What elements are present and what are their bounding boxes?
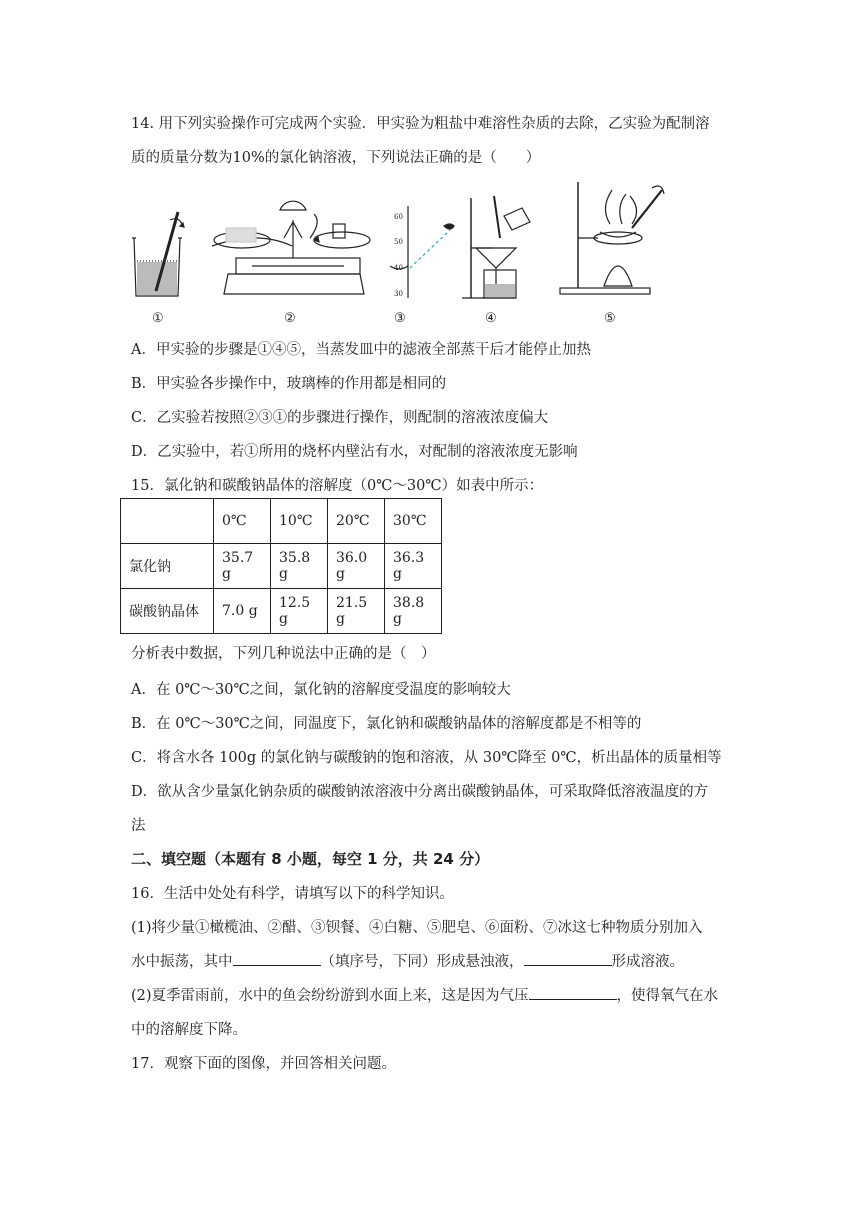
tick-40: 40 [394, 264, 403, 272]
answer-blank-1[interactable] [233, 951, 321, 966]
tick-30: 30 [394, 290, 403, 298]
q16-stem: 16．生活中处处有科学，请填写以下的科学知识。 [131, 886, 454, 902]
table-header-cell [121, 499, 214, 544]
q17-stem: 17．观察下面的图像，并回答相关问题。 [131, 1056, 396, 1072]
q15-option-c: C．将含水各 100g 的氯化钠与碳酸钠的饱和溶液，从 30℃降至 0℃，析出晶体的质量相等 [131, 750, 722, 766]
figure-label-3: ③ [394, 311, 406, 326]
tick-60: 60 [394, 213, 403, 221]
table-header-cell: 20℃ [328, 499, 385, 544]
figure-label-5: ⑤ [604, 311, 616, 326]
table-cell: 碳酸钠晶体 [121, 589, 214, 634]
table-cell: 38.8 g [385, 589, 442, 634]
evaporation-figure [560, 182, 664, 294]
table-cell: 21.5 g [328, 589, 385, 634]
table-cell: 35.8 g [271, 544, 328, 589]
table-row [121, 589, 442, 634]
figure-label-4: ④ [485, 311, 497, 326]
table-header-cell: 30℃ [385, 499, 442, 544]
table-header-cell: 10℃ [271, 499, 328, 544]
figure-label-1: ① [152, 311, 164, 326]
table-header-row [121, 499, 442, 544]
table-cell: 12.5 g [271, 589, 328, 634]
q15-option-d-cont: 法 [131, 818, 146, 834]
q15-option-a: A．在 0℃～30℃之间，氯化钠的溶解度受温度的影响较大 [131, 682, 511, 698]
q15-option-d: D．欲从含少量氯化钠杂质的碳酸钠浓溶液中分离出碳酸钠晶体，可采取降低溶液温度的方 [131, 784, 709, 800]
figure-label-2: ② [284, 311, 296, 326]
q14-option-d: D．乙实验中，若①所用的烧杯内壁沾有水，对配制的溶液浓度无影响 [131, 444, 578, 460]
solubility-table [120, 498, 442, 634]
q16-part2-line2: 中的溶解度下降。 [131, 1022, 247, 1038]
q16-part1-line2 [131, 950, 684, 971]
q16-part2-line1 [131, 984, 718, 1005]
beaker-stirring-figure [132, 212, 184, 296]
lab-apparatus-figure [128, 176, 668, 328]
q14-option-c: C．乙实验若按照②③①的步骤进行操作，则配制的溶液浓度偏大 [131, 410, 549, 426]
answer-blank-3[interactable] [529, 985, 617, 1000]
table-cell: 7.0 g [214, 589, 271, 634]
table-cell: 氯化钠 [121, 544, 214, 589]
table-cell: 35.7 g [214, 544, 271, 589]
q16-part2-text-b: ，使得氧气在水 [616, 988, 719, 1004]
q15-after-table: 分析表中数据，下列几种说法中正确的是（ ） [131, 646, 436, 662]
q14-option-a: A．甲实验的步骤是①④⑤，当蒸发皿中的滤液全部蒸干后才能停止加热 [131, 342, 591, 358]
q14-stem-line2: 质的质量分数为10%的氯化钠溶液，下列说法正确的是（ ） [131, 150, 541, 166]
balance-figure [212, 201, 370, 294]
q16-part2-text-a: (2)夏季雷雨前，水中的鱼会纷纷游到水面上来，这是因为气压 [131, 988, 529, 1004]
table-header-cell: 0℃ [214, 499, 271, 544]
q16-part1-line1: (1)将少量①橄榄油、②醋、③钡餐、④白糖、⑤肥皂、⑥面粉、⑦冰这七种物质分别加入 [131, 920, 703, 936]
q14-option-b: B．甲实验各步操作中，玻璃棒的作用都是相同的 [131, 376, 447, 392]
table-cell: 36.3 g [385, 544, 442, 589]
q16-part1-text-a: 水中振荡，其中 [131, 954, 233, 970]
answer-blank-2[interactable] [524, 951, 612, 966]
q15-stem: 15．氯化钠和碳酸钠晶体的溶解度（0℃～30℃）如表中所示： [131, 478, 544, 494]
q16-part1-text-b: （填序号，下同）形成悬浊液， [320, 954, 524, 970]
table-row [121, 544, 442, 589]
measuring-cylinder-figure [390, 206, 454, 298]
q15-option-b: B．在 0℃～30℃之间，同温度下，氯化钠和碳酸钠晶体的溶解度都是不相等的 [131, 716, 642, 732]
table-cell: 36.0 g [328, 544, 385, 589]
section-title: 二、填空题（本题有 8 小题，每空 1 分，共 24 分） [131, 850, 490, 868]
tick-50: 50 [394, 238, 403, 246]
filtration-figure [462, 196, 530, 298]
q14-stem-line1: 14. 用下列实验操作可完成两个实验．甲实验为粗盐中难溶性杂质的去除，乙实验为配制溶 [131, 116, 710, 132]
q16-part1-text-c: 形成溶液。 [611, 954, 684, 970]
